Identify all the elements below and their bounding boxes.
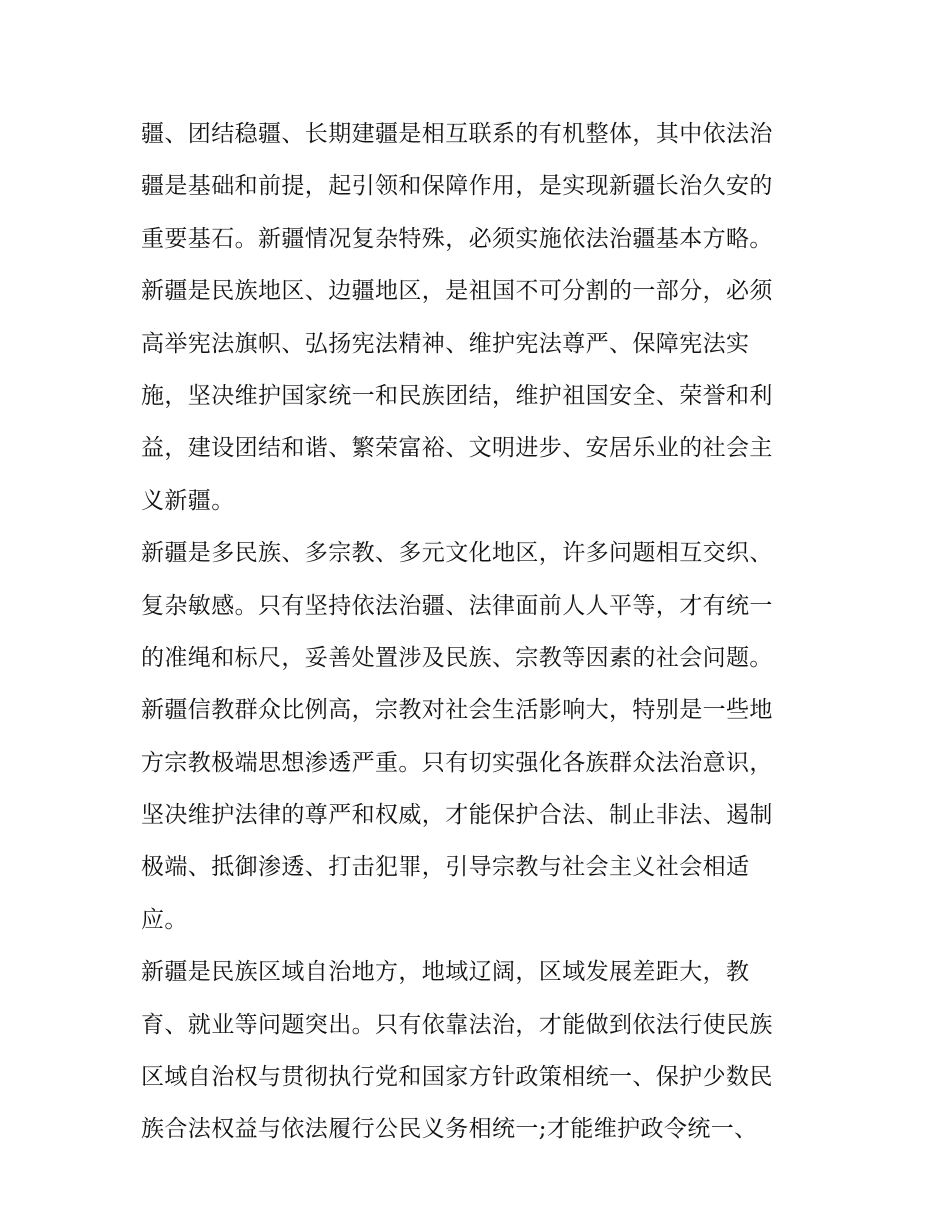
text-line: 方宗教极端思想渗透严重。只有切实强化各族群众法治意识， xyxy=(141,749,773,776)
text-line: 益，建设团结和谐、繁荣富裕、文明进步、安居乐业的社会主 xyxy=(141,435,773,462)
text-line: 新疆是多民族、多宗教、多元文化地区，许多问题相互交织、 xyxy=(141,540,773,567)
text-line: 高举宪法旗帜、弘扬宪法精神、维护宪法尊严、保障宪法实 xyxy=(141,330,750,357)
text-line: 义新疆。 xyxy=(141,487,235,514)
text-line: 育、就业等问题突出。只有依靠法治，才能做到依法行使民族 xyxy=(141,1011,773,1038)
text-line: 施，坚决维护国家统一和民族团结，维护祖国安全、荣誉和利 xyxy=(141,382,773,409)
text-line: 疆是基础和前提，起引领和保障作用，是实现新疆长治久安的 xyxy=(141,173,773,200)
text-line: 复杂敏感。只有坚持依法治疆、法律面前人人平等，才有统一 xyxy=(141,592,773,619)
text-line: 坚决维护法律的尊严和权威，才能保护合法、制止非法、遏制 xyxy=(141,802,773,829)
body-text xyxy=(141,108,813,1156)
text-line: 疆、团结稳疆、长期建疆是相互联系的有机整体，其中依法治 xyxy=(141,121,773,147)
text-line: 应。 xyxy=(141,906,188,933)
text-line: 族合法权益与依法履行公民义务相统一;才能维护政令统一、 xyxy=(141,1116,758,1143)
text-line: 新疆是民族区域自治地方，地域辽阔，区域发展差距大，教 xyxy=(141,959,750,986)
text-line: 的准绳和标尺，妥善处置涉及民族、宗教等因素的社会问题。 xyxy=(141,644,773,671)
text-line: 新疆是民族地区、边疆地区，是祖国不可分割的一部分，必须 xyxy=(141,278,773,305)
text-line: 重要基石。新疆情况复杂特殊，必须实施依法治疆基本方略。 xyxy=(141,225,773,252)
text-line: 区域自治权与贯彻执行党和国家方针政策相统一、保护少数民 xyxy=(141,1064,773,1091)
text-line: 极端、抵御渗透、打击犯罪，引导宗教与社会主义社会相适 xyxy=(141,854,750,881)
text-line: 新疆信教群众比例高，宗教对社会生活影响大，特别是一些地 xyxy=(141,697,773,724)
